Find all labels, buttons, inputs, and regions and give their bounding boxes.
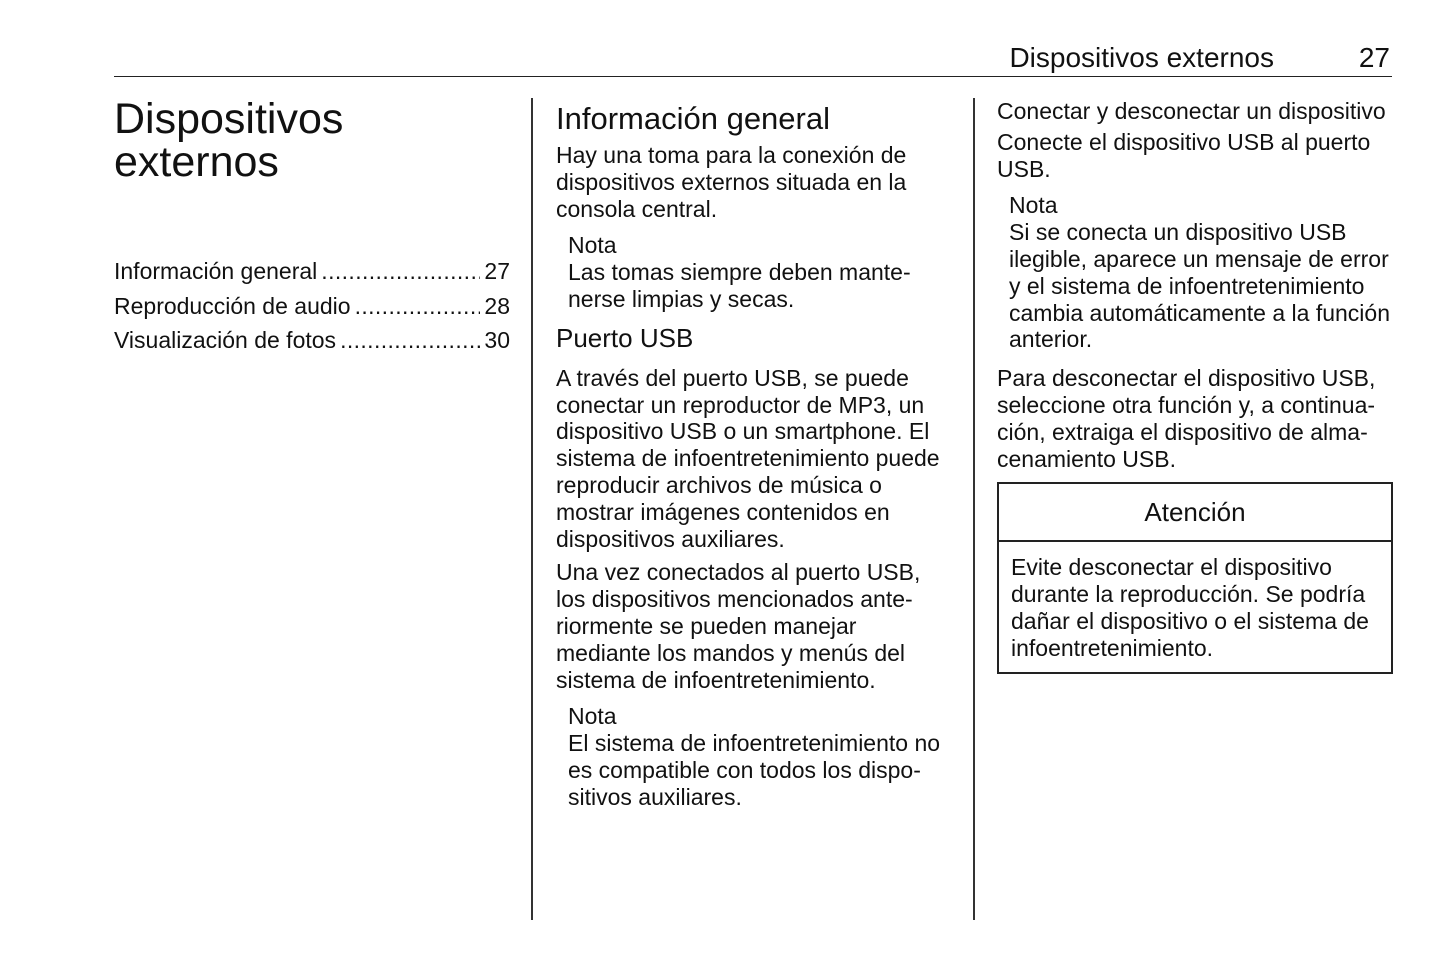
toc-leader (321, 254, 480, 289)
toc-leader (340, 323, 480, 358)
chapter-title-line: Dispositivos (114, 95, 344, 143)
toc-leader (355, 289, 481, 324)
chapter-column (114, 95, 510, 358)
note-block (568, 232, 952, 312)
section-heading-general: Información general (556, 101, 830, 136)
middle-column (556, 100, 952, 811)
usb-paragraph: Una vez conectados al puerto USB, los dispositivos mencionados anteriormente se pueden manejar mediante los mandos y menús del sistema de infoentretenimiento. (556, 559, 921, 693)
column-divider (973, 98, 975, 920)
toc-entry[interactable] (114, 323, 510, 358)
connect-instruction: Conecte el dispositivo USB al puerto USB. (997, 128, 1371, 182)
toc-entry-label: Reproducción de audio (114, 292, 351, 319)
running-section-title: Dispositivos externos (1009, 42, 1274, 73)
chapter-title-line: externos (114, 138, 279, 186)
right-column (997, 98, 1393, 674)
disconnect-paragraph: Para desconectar el dispositivo USB, seleccione otra función y, a continuación, extraiga el dispositivo de almacenamiento USB. (997, 365, 1376, 472)
toc-entry[interactable] (114, 289, 510, 324)
toc-entry-page: 28 (484, 292, 510, 319)
toc-entry-label: Visualización de fotos (114, 327, 337, 353)
note-text: El sistema de infoentretenimiento no es compatible con todos los dispositivos auxiliares. (568, 730, 941, 810)
note-text: Si se conecta un dispositivo USB ilegible, aparece un mensaje de error y el sistema de infoentretenimiento cambia automáticamente a la función anterior. (1009, 219, 1390, 353)
attention-box (997, 482, 1393, 673)
attention-title: Atención (999, 484, 1391, 542)
chapter-title (114, 95, 510, 186)
note-label: Nota (1009, 192, 1058, 219)
general-intro-paragraph: Hay una toma para la conexión de dispositivos externos situada en la consola central. (556, 142, 907, 222)
toc-entry[interactable] (114, 254, 510, 289)
note-text: Las tomas siempre deben mantenerse limpias y secas. (568, 259, 911, 312)
note-label: Nota (568, 232, 617, 259)
attention-body: Evite desconectar el dispositivo durante la reproducción. Se podría dañar el dispositivo o el sistema de infoentretenimiento. (1011, 554, 1369, 661)
subheading-connect: Conectar y desconectar un dispositivo (997, 98, 1386, 124)
note-block (568, 703, 952, 810)
note-block (1009, 192, 1393, 353)
section-heading-usb: Puerto USB (556, 322, 694, 353)
page-number: 27 (1358, 42, 1390, 73)
toc-entry-page: 30 (484, 327, 510, 353)
toc-entry-label: Información general (114, 258, 318, 284)
usb-paragraph: A través del puerto USB, se puede conectar un reproductor de MP3, un dispositivo USB o un smartphone. El sistema de infoentretenimiento puede reproducir archivos de música o mostrar imágenes contenidos en dispositivos auxiliares. (556, 364, 940, 552)
chapter-toc (114, 254, 510, 358)
column-divider (531, 98, 533, 920)
page-header (114, 40, 1392, 77)
toc-entry-page: 27 (484, 258, 510, 284)
note-label: Nota (568, 703, 617, 730)
